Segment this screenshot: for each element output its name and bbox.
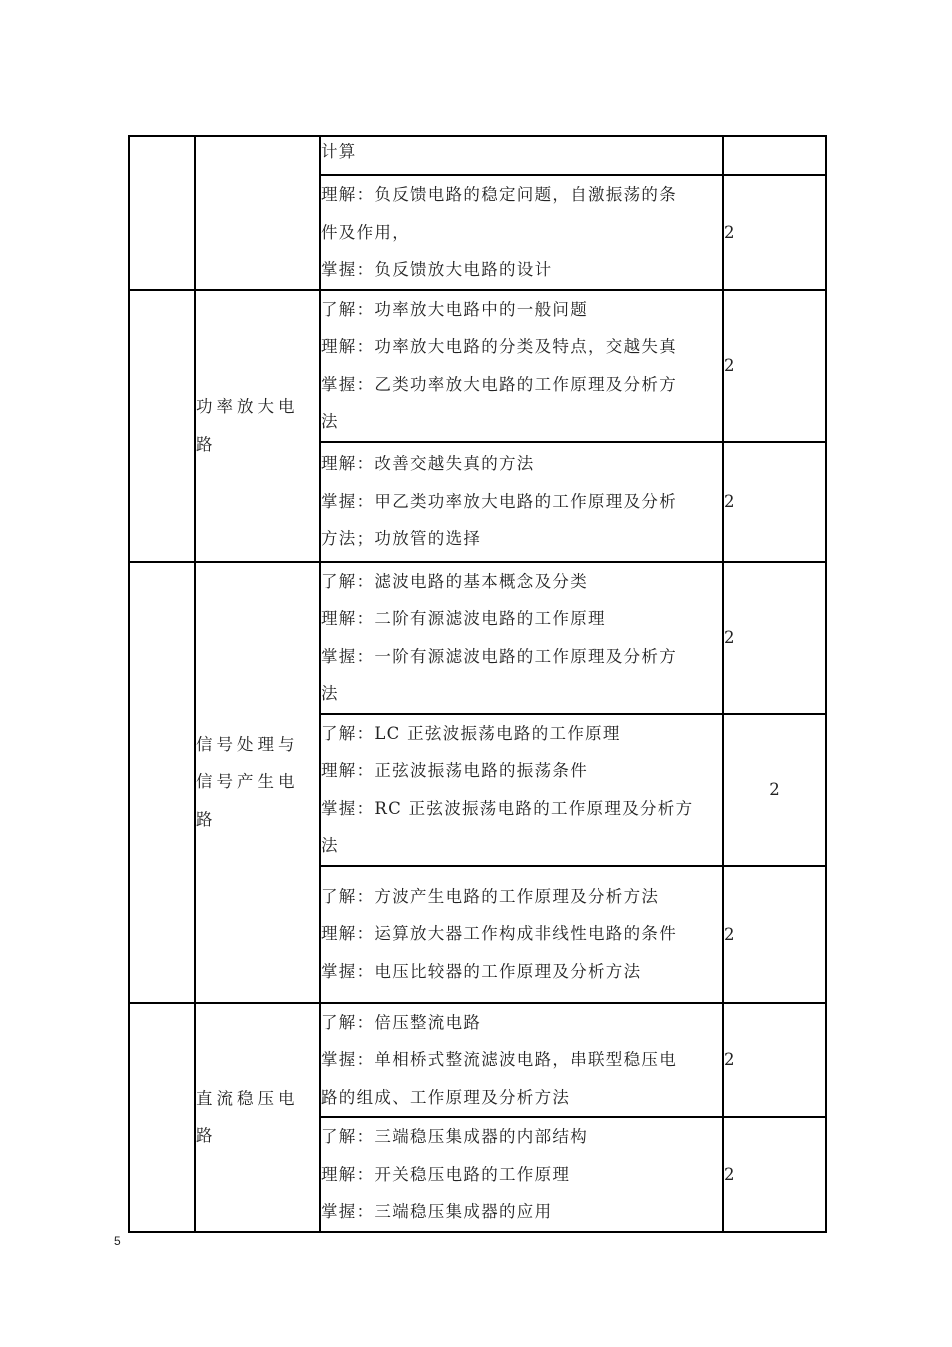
content-line: 理解：开关稳压电路的工作原理: [321, 1164, 571, 1184]
topic-cell: [195, 290, 320, 562]
content-line: 理解：二阶有源滤波电路的工作原理: [321, 609, 606, 628]
hours-cell: 2: [723, 866, 826, 1003]
table-row: [129, 290, 826, 442]
content-cell: [320, 866, 723, 1003]
content-cell: [320, 290, 723, 442]
hours-cell: 2: [723, 1003, 826, 1118]
topic-cell: [195, 562, 320, 1003]
chapter-cell: [129, 1003, 195, 1232]
content-cell: [320, 1117, 723, 1232]
topic-line: 信号处理与: [196, 734, 299, 754]
hours-cell: [723, 136, 826, 175]
content-line: 理解：改善交越失真的方法: [321, 454, 535, 474]
content-line: 了解：倍压整流电路: [321, 1012, 482, 1032]
topic-line: 功率放大电: [196, 397, 299, 416]
content-line: 掌握：RC 正弦波振荡电路的工作原理及分析方: [321, 798, 694, 818]
content-line: 法: [321, 836, 339, 855]
content-line: 件及作用，: [321, 222, 410, 242]
content-line: 掌握：负反馈放大电路的设计: [321, 260, 553, 279]
topic-cell: [195, 136, 320, 290]
syllabus-table: [128, 135, 827, 1233]
content-line: 了解：LC 正弦波振荡电路的工作原理: [321, 723, 621, 743]
content-line: 计算: [321, 142, 357, 161]
table-row: [129, 136, 826, 175]
topic-line: 直流稳压电: [196, 1088, 299, 1108]
content-line: 掌握：三端稳压集成器的应用: [321, 1202, 553, 1221]
content-line: 掌握：电压比较器的工作原理及分析方法: [321, 961, 642, 981]
content-cell: [320, 175, 723, 290]
topic-line: 路: [196, 434, 217, 454]
chapter-cell: [129, 136, 195, 290]
page-number: 5: [114, 1234, 121, 1248]
hours-cell: 2: [723, 290, 826, 442]
content-cell: [320, 562, 723, 714]
topic-line: 路: [196, 809, 217, 829]
content-line: 方法；功放管的选择: [321, 529, 482, 549]
content-line: 了解：滤波电路的基本概念及分类: [321, 571, 588, 591]
content-line: 掌握：单相桥式整流滤波电路，串联型稳压电: [321, 1050, 677, 1069]
hours-cell: 2: [723, 442, 826, 562]
content-line: 理解：负反馈电路的稳定问题，自激振荡的条: [321, 185, 677, 204]
content-cell: [320, 136, 723, 175]
content-cell: [320, 442, 723, 562]
content-line: 理解：运算放大器工作构成非线性电路的条件: [321, 924, 677, 944]
table-row: [129, 1003, 826, 1118]
chapter-cell: [129, 290, 195, 562]
content-line: 掌握：一阶有源滤波电路的工作原理及分析方: [321, 646, 677, 666]
topic-cell: [195, 1003, 320, 1232]
content-line: 掌握：甲乙类功率放大电路的工作原理及分析: [321, 491, 677, 511]
content-line: 路的组成、工作原理及分析方法: [321, 1087, 571, 1107]
content-line: 理解：功率放大电路的分类及特点，交越失真: [321, 337, 677, 356]
hours-cell: 2: [723, 1117, 826, 1232]
topic-line: 路: [196, 1126, 217, 1145]
content-line: 理解：正弦波振荡电路的振荡条件: [321, 761, 588, 780]
topic-line: 信号产生电: [196, 772, 299, 792]
table-row: [129, 562, 826, 714]
content-cell: [320, 1003, 723, 1118]
hours-cell: 2: [723, 714, 826, 866]
content-line: 掌握：乙类功率放大电路的工作原理及分析方: [321, 374, 677, 394]
hours-cell: 2: [723, 562, 826, 714]
chapter-cell: [129, 562, 195, 1003]
content-line: 了解：三端稳压集成器的内部结构: [321, 1127, 588, 1146]
hours-cell: 2: [723, 175, 826, 290]
content-line: 了解：功率放大电路中的一般问题: [321, 299, 588, 319]
content-cell: [320, 714, 723, 866]
content-line: 法: [321, 684, 339, 703]
content-line: 法: [321, 412, 339, 431]
content-line: 了解：方波产生电路的工作原理及分析方法: [321, 886, 660, 906]
